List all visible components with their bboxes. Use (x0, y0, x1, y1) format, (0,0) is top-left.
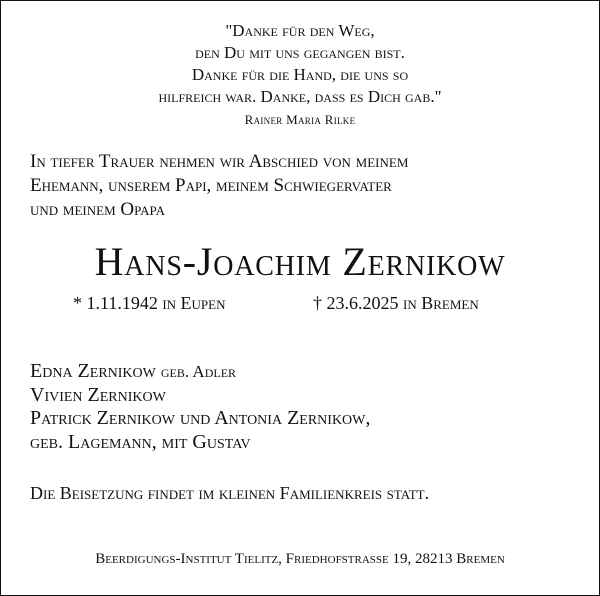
mourner-line: Patrick Zernikow und Antonia Zernikow, (30, 407, 371, 429)
funeral-home-footer: Beerdigungs-Institut Tielitz, Friedhofstrasse 19, 28213 Bremen (95, 551, 505, 567)
burial-notice: Die Beisetzung findet im kleinen Familienkreis statt. (30, 483, 430, 503)
deceased-name: Hans-Joachim Zernikow (94, 239, 506, 284)
death-date: † 23.6.2025 in Bremen (313, 293, 479, 313)
quote-line: Danke für die Hand, die uns so (191, 65, 409, 84)
rilke-quote (0, 20, 600, 108)
intro-text (30, 150, 408, 222)
quote-line: hilfreich war. Danke, dass es Dich gab." (158, 87, 442, 106)
mourner-line: geb. Lagemann, mit Gustav (30, 430, 251, 453)
quote-line: "Danke für den Weg, (225, 21, 375, 40)
mourner-name: Edna Zernikow (30, 360, 156, 382)
mourner-line (30, 360, 370, 384)
intro-line: In tiefer Trauer nehmen wir Abschied von meinem (30, 151, 409, 172)
mourners-list (30, 360, 370, 454)
intro-line: und meinem Opapa (30, 199, 165, 220)
birth-date: * 1.11.1942 in Eupen (73, 293, 226, 313)
quote-author: Rainer Maria Rilke (244, 112, 356, 127)
intro-line: Ehemann, unserem Papi, meinem Schwiegervater (30, 175, 392, 196)
maiden-name-note: geb. Adler (160, 362, 237, 381)
mourner-line: Vivien Zernikow (30, 383, 166, 406)
quote-line: den Du mit uns gegangen bist. (195, 43, 405, 62)
